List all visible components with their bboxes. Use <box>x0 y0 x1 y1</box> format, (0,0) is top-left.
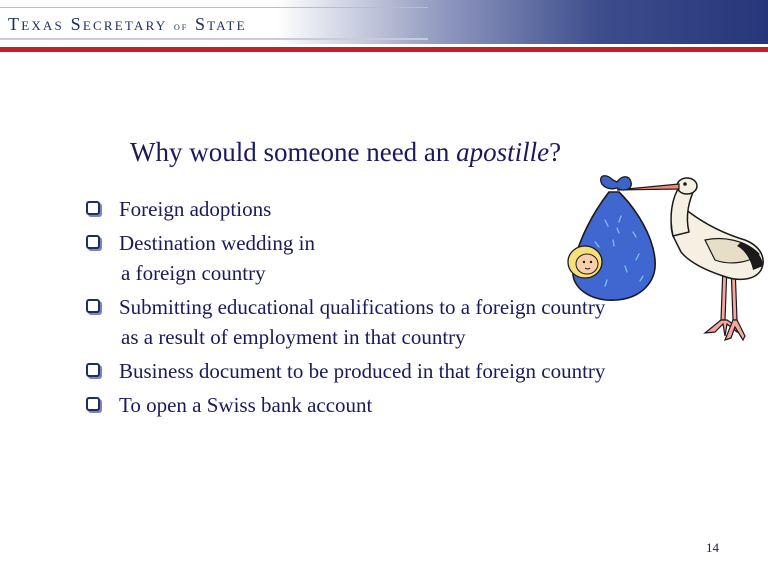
slide-title <box>130 134 561 170</box>
checkbox-bullet-icon <box>86 201 100 215</box>
checkbox-bullet-icon <box>86 397 100 411</box>
list-item <box>86 194 605 224</box>
agency-title-word-1: Texas <box>8 14 64 34</box>
list-item <box>86 228 605 288</box>
list-item-text: Destination wedding in <box>119 231 315 255</box>
list-item-text: Foreign adoptions <box>119 197 272 221</box>
header-rule-bottom <box>0 38 428 40</box>
agency-title-word-3: of <box>174 19 189 33</box>
header-rule-top <box>0 7 428 8</box>
list-item-text: Business document to be produced in that foreign country <box>119 359 606 383</box>
list-item-continuation: a foreign country <box>121 261 266 285</box>
list-item <box>86 390 605 420</box>
slide-title-suffix: ? <box>549 137 562 167</box>
list-item <box>86 292 605 352</box>
stork-carrying-baby-icon <box>555 170 768 350</box>
agency-title-word-2: Secretary <box>70 14 168 34</box>
list-item-text: To open a Swiss bank account <box>119 393 373 417</box>
slide-title-italic: apostille <box>456 137 550 167</box>
agency-title <box>8 14 247 36</box>
list-item <box>86 356 605 386</box>
agency-title-word-4: State <box>194 14 247 34</box>
red-accent-rule <box>0 47 768 52</box>
checkbox-bullet-icon <box>86 235 100 249</box>
page-number: 14 <box>706 540 719 555</box>
reasons-list <box>86 194 605 424</box>
header-band <box>0 0 768 44</box>
list-item-continuation: as a result of employment in that country <box>121 325 466 349</box>
slide-title-prefix: Why would someone need an <box>130 137 457 167</box>
checkbox-bullet-icon <box>86 363 100 377</box>
list-item-text: Submitting educational qualifications to a foreign country <box>119 295 606 319</box>
checkbox-bullet-icon <box>86 299 100 313</box>
